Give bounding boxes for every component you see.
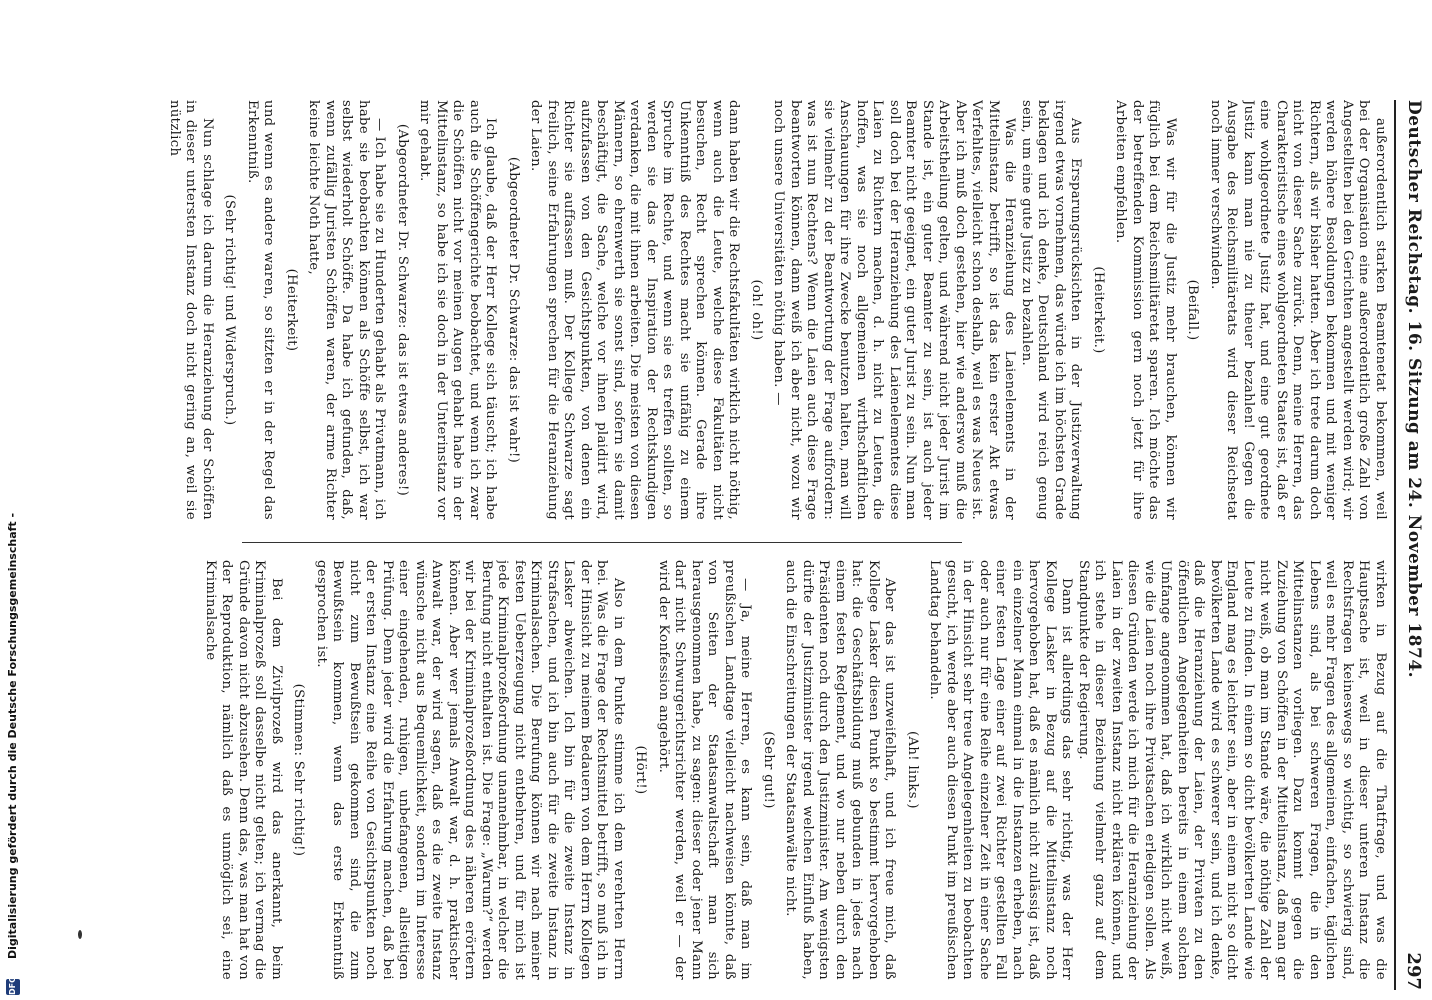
paragraph: Was die Heranziehung des Laienelements in der Mittelinstanz betrifft, so ist das kein erster Akt etwas Verfehltes, vielleicht schon deshalb, weil es was Neues ist. Aber ich muß doch gestehen, hier wie anderswo muß die Arbeitstheilung gelten, und während nicht jeder Jurist im Stande ist, ein guter Beamter zu sein, ist auch jeder Beamter nicht geeignet, ein guter Jurist zu sein. Nun man soll doch bei der Heranziehung des Laienelementes diese Laien zu Richtern machen, d. h. nicht zu Leuten, die hoffen, was sie noch allgemeinen wirthschaftlichen Anschauungen für ihre Zwecke benutzen halten, man will sie vielmehr zu der Beantwortung der Frage auffordern: was ist nun Rechtens? Wenn die Laien auch diese Frage beantworten können, dann weiß ich aber nicht, wozu wir noch unsere Universitäten nöthig haben. — bbox=[771, 100, 1018, 520]
interjection: (Beifall.) bbox=[1185, 279, 1201, 341]
interjection: (Sehr gut!) bbox=[761, 731, 776, 809]
interjection: (Abgeordneter Dr. Schwarze: das ist wahr!) bbox=[506, 156, 521, 464]
interjection: (Abgeordneter Dr. Schwarze: das ist etwas anderes!) bbox=[395, 123, 410, 497]
interjection: (oh! oh!) bbox=[749, 279, 764, 341]
interjection: (Heiterkeit.) bbox=[1091, 266, 1106, 354]
paragraph: Bei dem Zivilprozeß wird das anerkannt, beim Kriminalprozeß soll dasselbe nicht gelten; ich vermag die Gründe davon nicht abzusehen. Denn das, was man hat von der Reproduktion, nämlich daß es unmöglich sei, eine Kriminalsache bbox=[203, 560, 284, 980]
right-column bbox=[8, 560, 1388, 980]
paragraph: Aus Ersparungsrücksichten in der Justizverwaltung irgend etwas vornehmen, das würde ich im höchsten Grade beklagen und ich denke, Deutschland wird reich genug sein, um eine gute Justiz zu bezahlen. bbox=[1019, 100, 1084, 520]
interjection: (Sehr richtig! und Widerspruch.) bbox=[222, 194, 238, 426]
paragraph: außerordentlich starken Beamtenetat bekommen, weil bei der Organisation eine außerordentlich große Zahl von Angestellten bei den Gerichten angestellt werden wird; wir werden höhere Besoldungen bekommen und mit weniger Richtern, als wir bisher hatten. Aber ich trete darum doch nicht von dieser Sache zurück. Denn, meine Herren, das Charakteristische eines wohlgeordneten Staates ist, daß er eine wohlgeordnete Justiz hat, und eine gut geordnete Justiz kann man nie zu theuer bezahlen! Gegen die Ausgabe des Reichsmilitäretats wird dieser Reichsetat noch immer verschwinden. bbox=[1208, 100, 1388, 520]
left-column bbox=[8, 100, 1388, 520]
paragraph: Dann ist allerdings das sehr richtig, was der Herr Kollege Lasker in Bezug auf die Mittelinstanz noch hervorgehoben hat, daß es nämlich nicht zulässig ist, daß ein einzelner Mann einmal in die Instanzen erheben, nach einer festen Lage einer auf zwei Richter gestellten Fall oder auch nur für eine Reihe einzelner Zeit in einer Sache in der Hinsicht sehr treue Angelegenheiten zu beobachten gesucht, ich werde aber auch diesen Punkt im preußischen Landtag behandeln. bbox=[927, 560, 1075, 980]
digitization-footer bbox=[4, 20, 22, 1000]
paragraph: Ich glaube, daß der Herr Kollege sich täuscht; ich habe auch die Schöffengerichte beobachtet, und wenn ich zwar die Schöffen nicht vor meinen Augen gehabt habe in der Mittelinstanz, so habe ich sie doch in der Unterinstanz vor mir gehabt. bbox=[417, 100, 499, 520]
page-header bbox=[1398, 100, 1424, 990]
paragraph: Nun schlage ich darum die Heranziehung der Schöffen in dieser untersten Instanz doch nicht gering an, weil sie nützlich bbox=[167, 100, 215, 520]
paragraph: Was wir für die Justiz mehr brauchen, können wir füglich bei dem Reichsmilitäretat sparen. Ich möchte das der betreffenden Kommission gern noch jetzt für ihre Arbeiten empfehlen. bbox=[1113, 100, 1178, 520]
paragraph: Aber das ist unzweifelhaft, und ich freue mich, daß Kollege Lasker diesen Punkt so bestimmt hervorgehoben hat: die Geschäftsbildung muß gebunden in jedes nach einem festen Reglement, und wo nur neben durch den Präsidenten noch durch den Justizminister. Am wenigsten dürfte der Justizminister irgend welchen Einfluß haben, auch die Einschreitungen der Staatsanwälte nicht. bbox=[783, 560, 898, 980]
paragraph: — Ja, meine Herren, es kann sein, daß man im preußischen Landtage vielleicht nachweisen könnte, daß von Seiten der Staatsanwaltschaft man sich herausgenommen habe, zu sagen: dieser oder jener Mann darf nicht Schwurgerichtsrichter werden, weil er — der wird der Konfession angehört. bbox=[656, 560, 754, 980]
running-title: Deutscher Reichstag. 16. Sitzung am 24. November 1874. bbox=[1404, 100, 1424, 679]
interjection: (Hört!) bbox=[633, 745, 649, 795]
header-rule bbox=[1394, 100, 1396, 990]
paragraph: dann haben wir die Rechtsfakultäten wirklich nicht nöthig, wenn auch die Leute, welche diese Fakultäten nicht besuchen, Recht sprechen können. Gerade ihre Unkenntniß des Rechtes macht sie unfähig zu einem Spruche im Rechte, und wenn sie es treffen sollten, so werden sie das der Inspiration der Rechtskundigen verdanken, die mit ihnen arbeiten. Die meisten von diesen Männern, so ehrenwerth sie sonst sind, sofern sie damit beschäftigt, die Sache, welche vor ihnen plaidirt wird, aufzufassen von den Gesichtspunkten, von denen ein Richter sie auffassen muß. Der Kollege Schwarze sagt freilich, seine Erfahrungen sprechen für die Heranziehung der Laien. bbox=[528, 100, 742, 520]
scan-speck bbox=[78, 930, 82, 939]
interjection: (Ah! links.) bbox=[905, 731, 920, 809]
column-divider bbox=[242, 542, 962, 543]
paragraph: und wenn es andere waren, so sitzten er in der Regel das Erkenntniß. bbox=[245, 100, 277, 520]
paragraph: wirken in Bezug auf die Thatfrage, und was die Hauptsache ist, weil in dieser unteren Instanz die Rechtsfragen keineswegs so wichtig, so schwierig sind, weil es mehr Fragen des allgemeinen, einfachen, täglichen Lebens sind, als bei schweren Fragen, die in den Mittelinstanzen vorliegen. Dazu kommt gegen die Zuziehung von Schöffen in der Mittelinstanz, daß man gar nicht weiß, ob man im Stande wäre, die nöthige Zahl der Leute zu finden. In einem so dicht bevölkerten Lande wie England mag es leichter sein, aber in einem nicht so dicht bevölkerten Lande wird es schwerer sein, und ich denke, daß die Heranziehung der Laien, der Privaten zu den öffentlichen Angelegenheiten bereits in einem solchen Umfange angenommen hat, daß ich wirklich nicht weiß, wie die Laien noch ihre Privatsachen erledigen sollen. Als diesen Gründen werde ich mich für die Heranziehung der Laien in der zweiten Instanz nicht erklären können, und ich stehe in dieser Beziehung vielmehr ganz auf dem Standpunkte der Regierung. bbox=[1076, 560, 1388, 980]
interjection: (Stimmen: Sehr richtig!) bbox=[291, 683, 307, 857]
dfg-logo-icon: DFG bbox=[6, 979, 20, 995]
paragraph: Also in dem Punkte stimme ich dem verehrten Herrn bei. Was die Frage der Rechtsmittel betrifft, so muß ich in der Hinsicht zu meinem Bedauern von dem Herrn Kollegen Lasker abweichen. Ich bin für die zweite Instanz in Strafsachen, und ich bin auch für die zweite Instanz in Kriminalsachen. Die Berufung können wir nach meiner festen Ueberzeugung nicht entbehren, und für mich ist jede Kriminalprozeßordnung unannehmbar, in welcher die Berufung nicht enthalten ist. Die Frage: „Warum?“ werden wir bei der Kriminalprozeßordnung des näheren erörtern können. Aber wer jemals Anwalt war, d. h. praktischer Anwalt war, der wird sagen, daß es die zweite Instanz wünsche nicht aus Bequemlichkeit, sondern im Interesse einer eingehenden, ruhigen, unbefangenen, allseitigen Prüfung. Denn jeder wird die Erfahrung machen, daß bei der ersten Instanz eine Reihe von Gesichtspunkten noch nicht zum Bewußtsein gekommen sind, die zum Bewußtsein kommen, wenn das erste Erkenntniß gesprochen ist. bbox=[314, 560, 626, 980]
interjection: (Heiterkeit) bbox=[284, 268, 299, 352]
page-number: 297 bbox=[1403, 952, 1424, 990]
footer-text: Digitalisierung gefördert durch die Deutsche Forschungsgemeinschaft - bbox=[6, 512, 19, 959]
paragraph: — Ich habe sie zu Hunderten gehabt als Privatmann, ich habe sie beobachten können als Schöffe selbst, ich war selbst wiederholt Schöffe. Da habe ich gefunden, daß, wenn zufällig Juristen Schöffen waren, der arme Richter keine leichte Noth hatte, bbox=[306, 100, 388, 520]
